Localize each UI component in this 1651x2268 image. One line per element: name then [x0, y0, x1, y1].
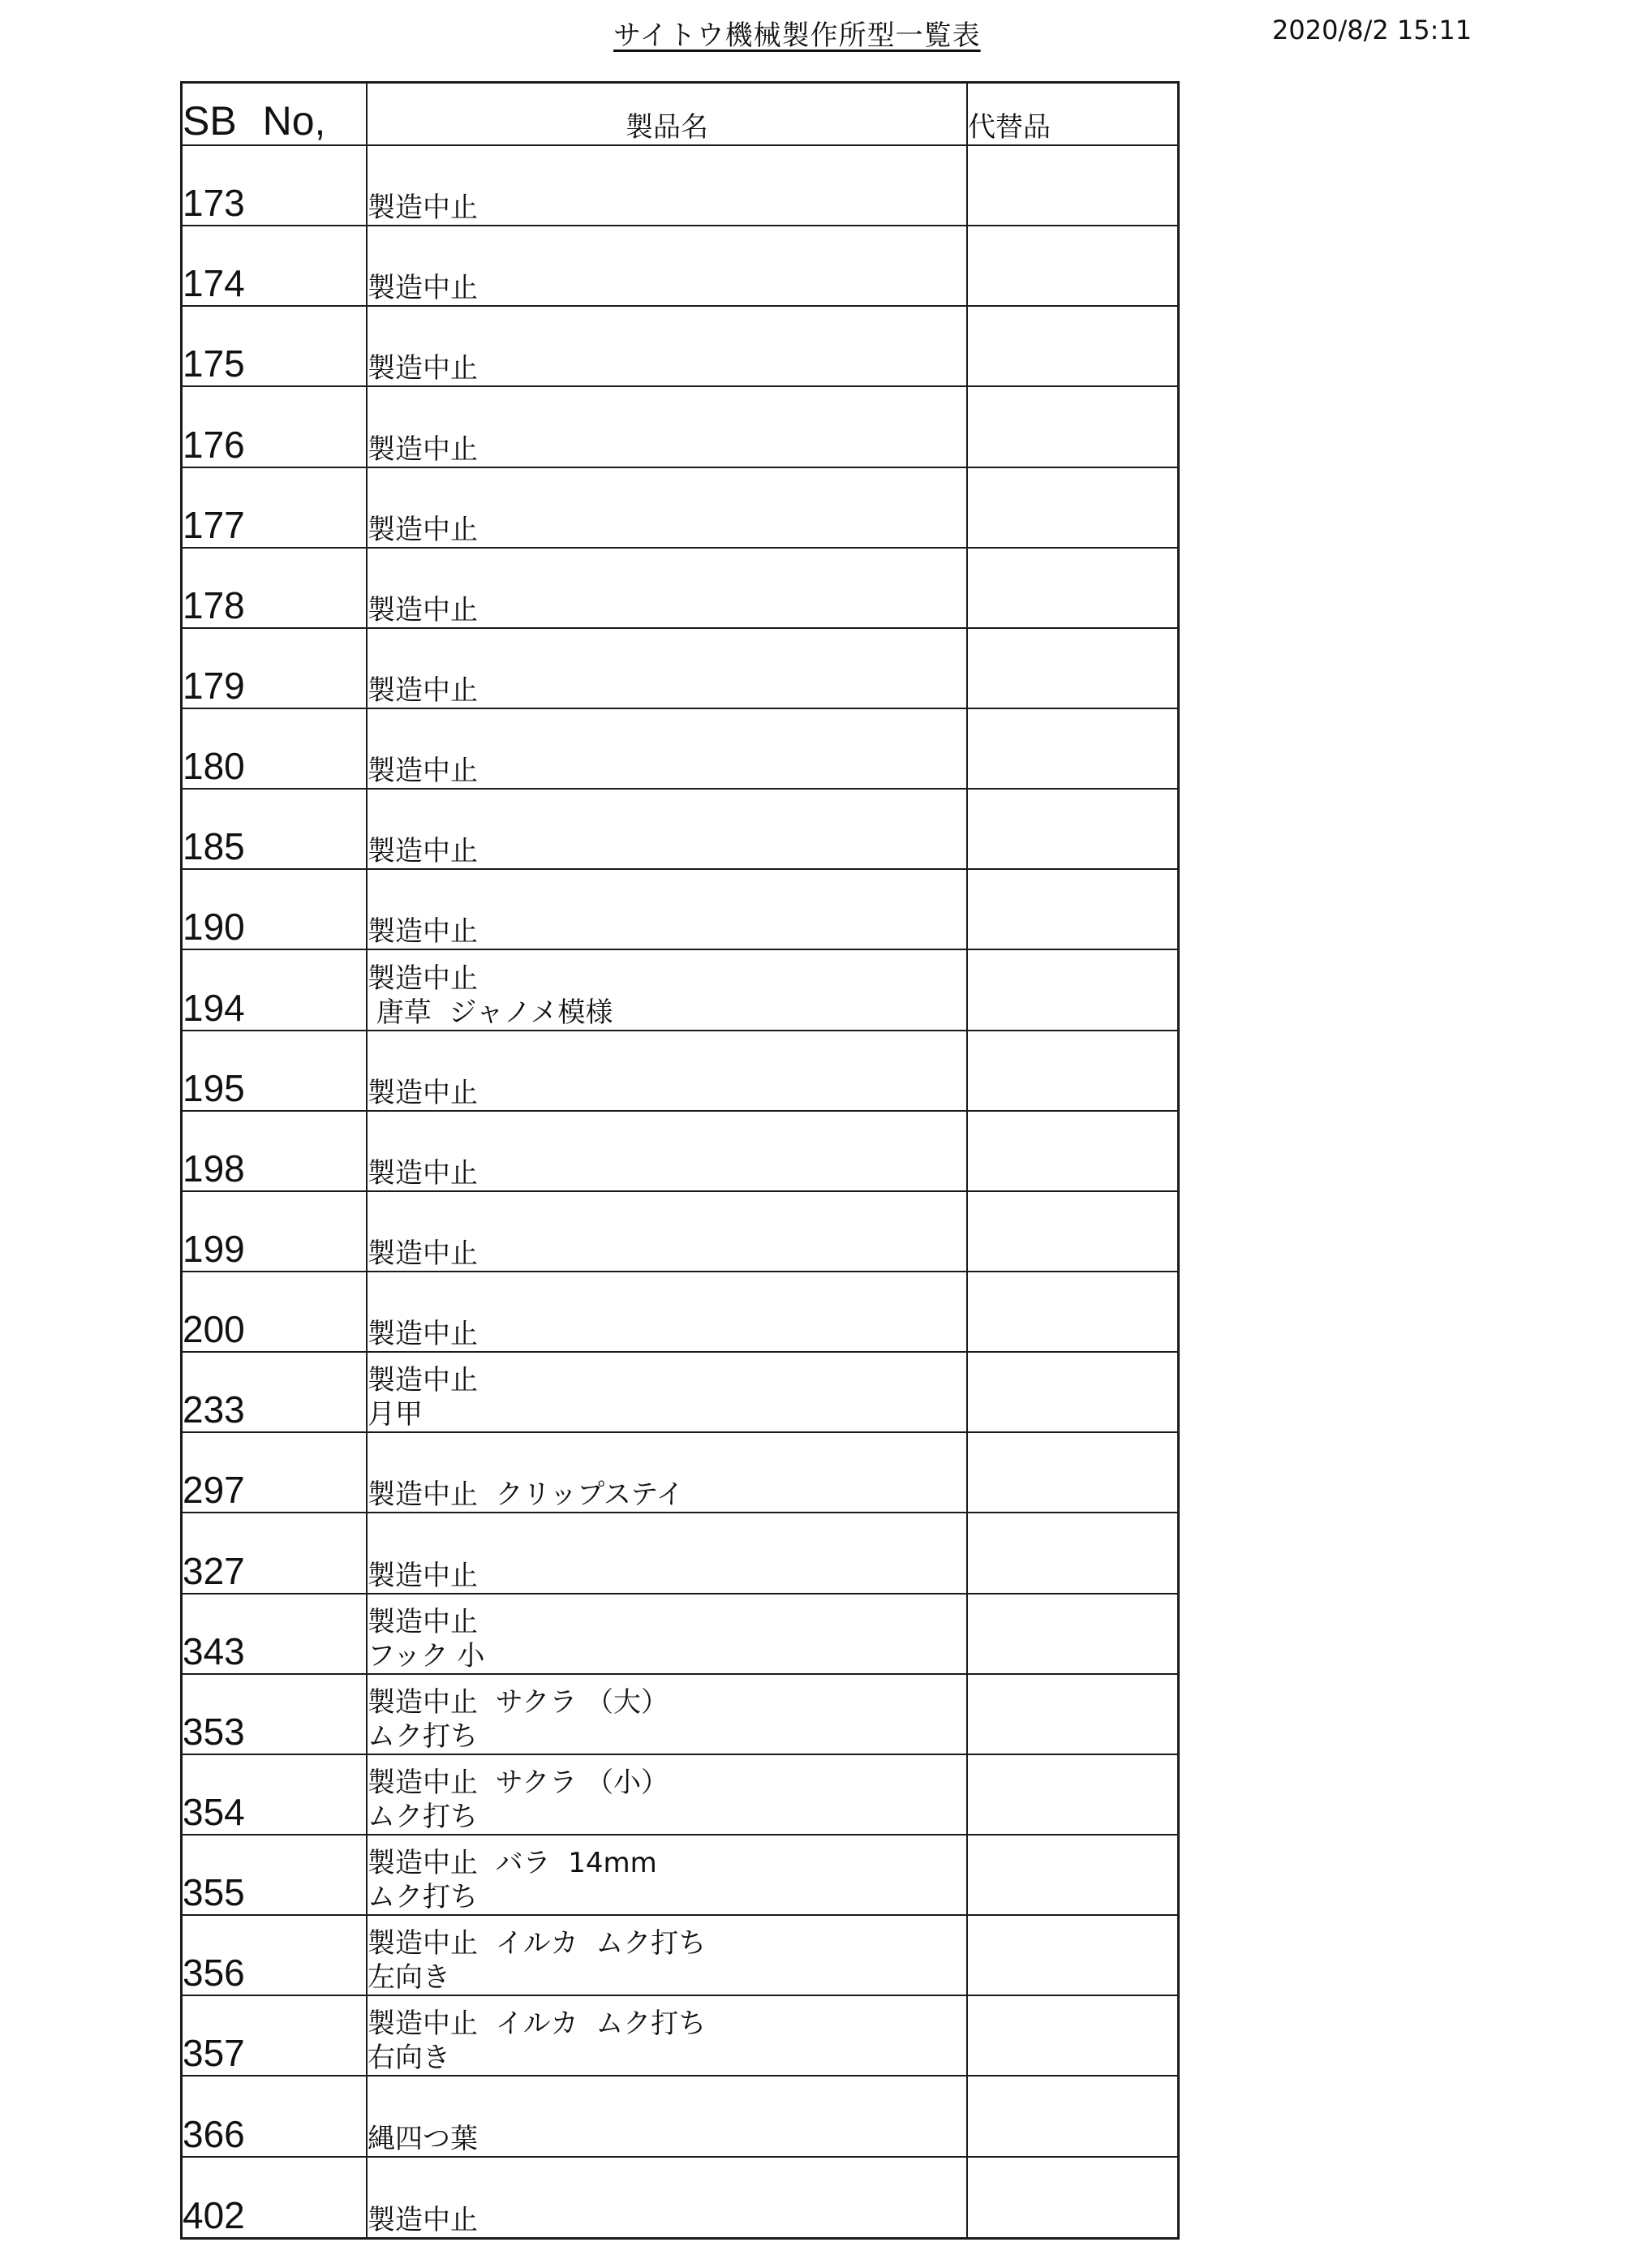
substitute-cell [967, 226, 1177, 306]
table-body [183, 145, 1177, 2237]
substitute-cell [967, 708, 1177, 789]
product-name-cell [367, 1754, 967, 1835]
substitute-cell [967, 467, 1177, 548]
product-name-cell [367, 1272, 967, 1352]
substitute-cell [967, 1915, 1177, 1995]
table-row [183, 869, 1177, 949]
table-row [183, 708, 1177, 789]
sb-number-cell: 402 [183, 2157, 367, 2237]
sb-number-cell: 357 [183, 1995, 367, 2076]
sb-number-cell: 366 [183, 2076, 367, 2156]
sb-number-cell: 174 [183, 226, 367, 306]
product-name-cell [367, 1513, 967, 1593]
product-name-line: 製造中止 [368, 962, 478, 995]
substitute-cell [967, 949, 1177, 1030]
substitute-cell [967, 1835, 1177, 1915]
sb-number-cell: 343 [183, 1594, 367, 1674]
table-row [183, 2157, 1177, 2237]
table-row [183, 1272, 1177, 1352]
substitute-cell [967, 1754, 1177, 1835]
substitute-cell [967, 1432, 1177, 1513]
product-name-cell [367, 306, 967, 386]
product-name-line: 製造中止 [368, 1559, 478, 1592]
product-name-cell [367, 1594, 967, 1674]
substitute-cell [967, 548, 1177, 628]
substitute-cell [967, 145, 1177, 226]
product-name-cell [367, 949, 967, 1030]
table-row [183, 145, 1177, 226]
product-name-cell [367, 628, 967, 708]
sb-number-cell: 355 [183, 1835, 367, 1915]
product-name-line: 製造中止 イルカ ムク打ち [368, 2008, 707, 2041]
table-row [183, 1352, 1177, 1432]
product-name-line: 製造中止 [368, 272, 478, 305]
product-name-cell [367, 2076, 967, 2156]
sb-number-cell: 190 [183, 869, 367, 949]
substitute-cell [967, 869, 1177, 949]
product-name-line: 左向き [368, 1961, 450, 1995]
product-name-line: 製造中止 [368, 1605, 478, 1638]
product-name-cell [367, 1995, 967, 2076]
sb-number-cell: 200 [183, 1272, 367, 1352]
sb-number-cell: 179 [183, 628, 367, 708]
product-name-cell [367, 1111, 967, 1191]
substitute-cell [967, 2076, 1177, 2156]
table-row [183, 386, 1177, 467]
product-name-cell [367, 2157, 967, 2237]
product-name-line: ムク打ち [368, 1800, 478, 1833]
sb-number-cell: 178 [183, 548, 367, 628]
substitute-cell [967, 1594, 1177, 1674]
column-header-substitute: 代替品 [967, 84, 1177, 145]
product-name-line: 製造中止 [368, 192, 478, 225]
substitute-cell [967, 1513, 1177, 1593]
substitute-cell [967, 1352, 1177, 1432]
table-row [183, 1995, 1177, 2076]
sb-number-cell: 180 [183, 708, 367, 789]
sb-number-cell: 327 [183, 1513, 367, 1593]
product-name-line: 製造中止 [368, 674, 478, 707]
product-name-cell [367, 467, 967, 548]
table-row [183, 628, 1177, 708]
table-row [183, 467, 1177, 548]
product-name-line: 製造中止 [368, 1237, 478, 1270]
substitute-cell [967, 1674, 1177, 1754]
table-row [183, 306, 1177, 386]
substitute-cell [967, 306, 1177, 386]
product-name-line: 唐草 ジャノメ模様 [368, 996, 613, 1029]
sb-number-cell: 297 [183, 1432, 367, 1513]
sb-number-cell: 185 [183, 789, 367, 869]
product-name-cell [367, 1031, 967, 1111]
catalog-sheet [180, 81, 1180, 2240]
sb-number-cell: 194 [183, 949, 367, 1030]
column-header-product-name: 製品名 [367, 84, 967, 145]
product-name-line: 製造中止 [368, 835, 478, 868]
product-name-cell [367, 1835, 967, 1915]
substitute-cell [967, 1995, 1177, 2076]
table-row [183, 1111, 1177, 1191]
product-name-line: 月甲 [368, 1398, 423, 1431]
sb-number-cell: 233 [183, 1352, 367, 1432]
product-name-line: 製造中止 [368, 915, 478, 949]
sb-number-cell: 199 [183, 1191, 367, 1272]
product-name-line: 製造中止 サクラ （小） [368, 1766, 669, 1799]
sb-number-cell: 176 [183, 386, 367, 467]
table-row [183, 1835, 1177, 1915]
sb-number-cell: 175 [183, 306, 367, 386]
product-name-line: 製造中止 [368, 2204, 478, 2236]
table-row [183, 789, 1177, 869]
table-row [183, 1754, 1177, 1835]
product-name-line: 製造中止 [368, 433, 478, 466]
table-row [183, 548, 1177, 628]
product-name-line: 製造中止 バラ 14mm [368, 1847, 657, 1880]
sb-number-cell: 354 [183, 1754, 367, 1835]
product-name-line: ムク打ち [368, 1719, 478, 1753]
substitute-cell [967, 386, 1177, 467]
table-row [183, 1432, 1177, 1513]
product-name-line: ムク打ち [368, 1881, 478, 1914]
table-row [183, 2076, 1177, 2156]
product-name-line: 縄四つ葉 [368, 2122, 478, 2155]
product-name-cell [367, 1432, 967, 1513]
substitute-cell [967, 628, 1177, 708]
product-name-cell [367, 789, 967, 869]
sb-number-cell: 173 [183, 145, 367, 226]
sb-number-cell: 198 [183, 1111, 367, 1191]
product-name-cell [367, 386, 967, 467]
product-name-cell [367, 869, 967, 949]
product-name-line: 製造中止 クリップステイ [368, 1478, 684, 1512]
substitute-cell [967, 1191, 1177, 1272]
product-name-cell [367, 1674, 967, 1754]
product-name-cell [367, 1191, 967, 1272]
substitute-cell [967, 2157, 1177, 2237]
table-row [183, 1674, 1177, 1754]
table-header-row [183, 84, 1177, 145]
product-name-line: 製造中止 [368, 513, 478, 546]
product-name-line: 製造中止 イルカ ムク打ち [368, 1927, 707, 1960]
table-row [183, 1513, 1177, 1593]
substitute-cell [967, 1111, 1177, 1191]
product-name-line: フック 小 [368, 1639, 485, 1672]
sb-number-cell: 356 [183, 1915, 367, 1995]
product-name-line: 製造中止 [368, 593, 478, 626]
substitute-cell [967, 789, 1177, 869]
table-row [183, 226, 1177, 306]
product-name-line: 右向き [368, 2042, 450, 2075]
product-name-line: 製造中止 [368, 1318, 478, 1351]
product-name-line: 製造中止 サクラ （大） [368, 1685, 669, 1719]
product-name-line: 製造中止 [368, 1076, 478, 1109]
product-name-cell [367, 548, 967, 628]
product-name-cell [367, 226, 967, 306]
table-row [183, 949, 1177, 1030]
product-name-line: 製造中止 [368, 755, 478, 788]
product-name-line: 製造中止 [368, 1364, 478, 1397]
substitute-cell [967, 1272, 1177, 1352]
sb-number-cell: 353 [183, 1674, 367, 1754]
print-timestamp: 2020/8/2 15:11 [1272, 15, 1473, 45]
product-name-cell [367, 1352, 967, 1432]
product-name-cell [367, 1915, 967, 1995]
product-name-cell [367, 145, 967, 226]
sb-number-cell: 195 [183, 1031, 367, 1111]
sb-number-cell: 177 [183, 467, 367, 548]
table-row [183, 1191, 1177, 1272]
table-row [183, 1594, 1177, 1674]
product-name-line: 製造中止 [368, 1156, 478, 1190]
table-row [183, 1915, 1177, 1995]
table-row [183, 1031, 1177, 1111]
substitute-cell [967, 1031, 1177, 1111]
product-name-line: 製造中止 [368, 352, 478, 385]
column-header-sb-no: SB No, [183, 84, 367, 145]
catalog-table [183, 84, 1177, 2237]
product-name-cell [367, 708, 967, 789]
page-title: サイトウ機械製作所型一覧表 [613, 19, 981, 52]
